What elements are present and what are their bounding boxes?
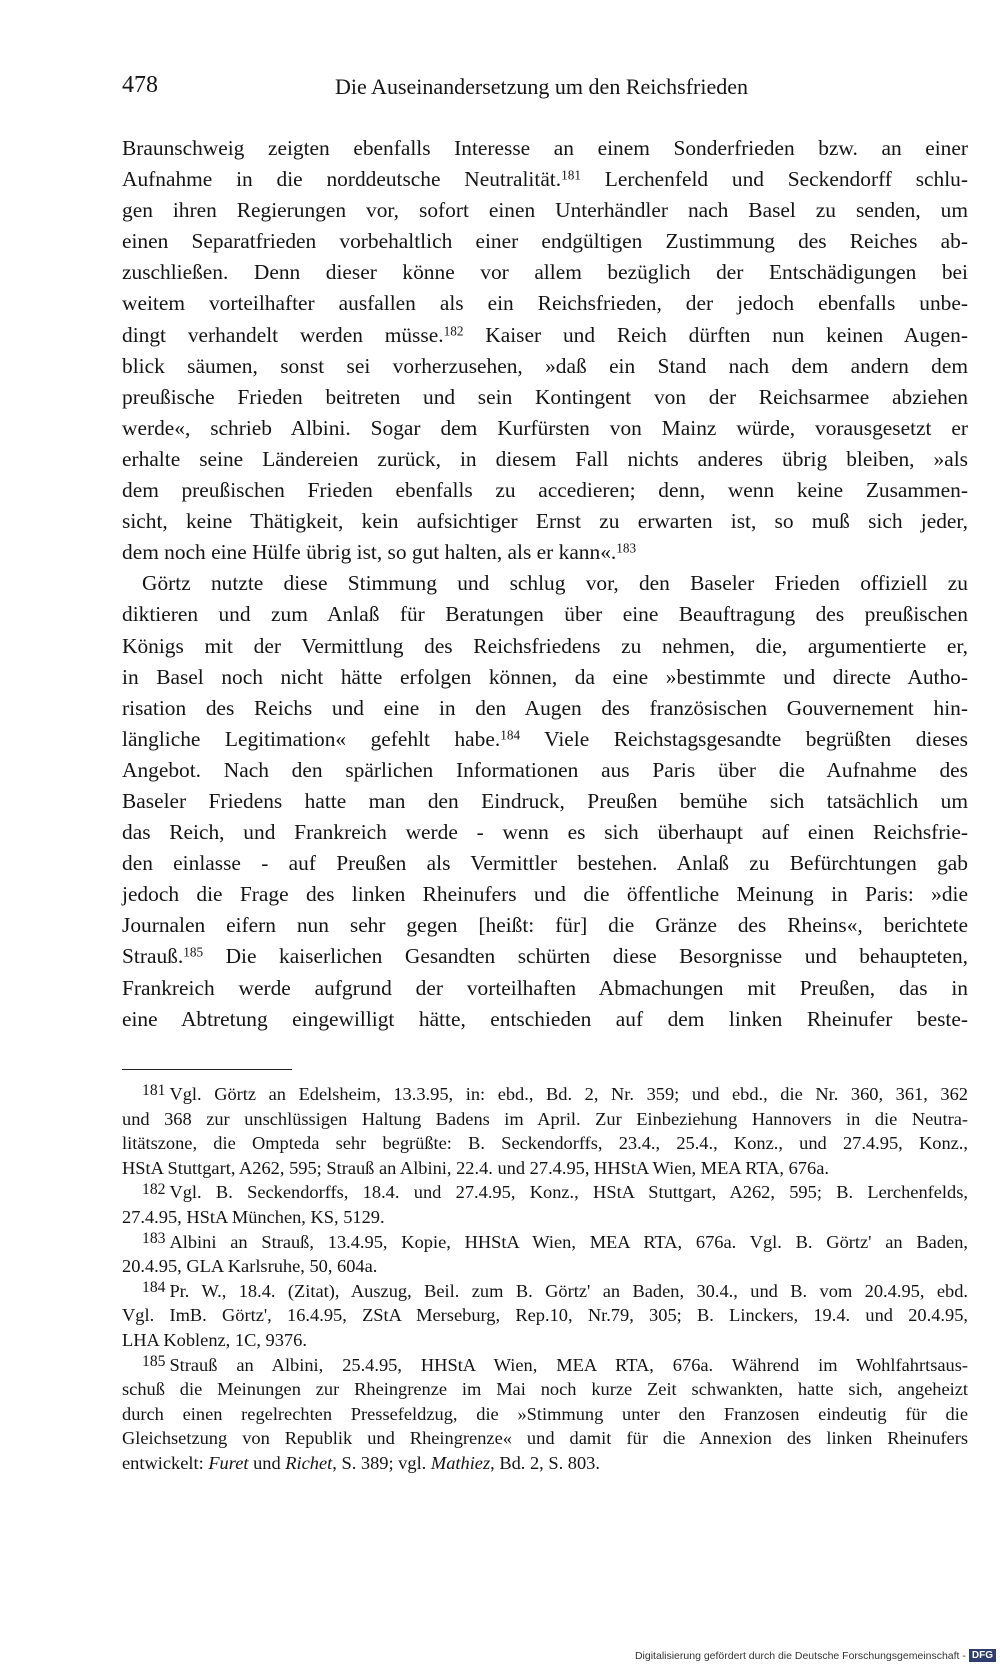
footnote-ref[interactable]: 181	[561, 167, 581, 183]
footnote-number: 183	[142, 1229, 166, 1247]
footnote-line: entwickelt: Furet und Richet, S. 389; vgl. Mathiez, Bd. 2, S. 803.	[122, 1452, 600, 1473]
footnote-line: LHA Koblenz, 1C, 9376.	[122, 1329, 307, 1350]
text-line: risation des Reichs und eine in den Augen des französischen Gouvernement hin-	[122, 695, 968, 720]
text-line: Journalen eifern nun sehr gegen [heißt: für] die Gränze des Rheins«, berichtete	[122, 913, 968, 938]
page-header	[122, 72, 970, 108]
footnote-181: 181 Vgl. Görtz an Edelsheim, 13.3.95, in: ebd., Bd. 2, Nr. 359; und ebd., die Nr. 360, 361, 362	[142, 1082, 968, 1104]
text-line: einen Separatfrieden vorbehaltlich einer endgültigen Zustimmung des Reiches ab-	[122, 229, 968, 254]
text-line: jedoch die Frage des linken Rheinufers und die öffentliche Meinung in Paris: »die	[122, 882, 968, 907]
text-line: Königs mit der Vermittlung des Reichsfriedens zu nehmen, die, argumentierte er,	[122, 633, 968, 658]
footnote-line: und 368 zur unschlüssigen Haltung Badens im April. Zur Einbeziehung Hannovers in die Neutra-	[122, 1108, 968, 1129]
body-text	[122, 133, 968, 1035]
footnote-ref[interactable]: 185	[183, 944, 204, 960]
text-line: erhalte seine Ländereien zurück, in diesem Fall nichts anderes übrig bleiben, »als	[122, 446, 968, 471]
footnote-184: 184 Pr. W., 18.4. (Zitat), Auszug, Beil. zum B. Görtz' an Baden, 30.4., und B. vom 20.4.95, ebd.	[142, 1279, 968, 1301]
text-line: Baseler Friedens hatte man den Eindruck, Preußen bemühe sich tatsächlich um	[122, 788, 968, 813]
footnote-185: 185 Strauß an Albini, 25.4.95, HHStA Wien, MEA RTA, 676a. Während im Wohlfahrtsaus-	[142, 1352, 968, 1375]
text-line: dingt verhandelt werden müsse.$^{182}$ Kaiser und Reich dürften nun keinen Augen-	[122, 322, 968, 347]
footnote-183: 183 Albini an Strauß, 13.4.95, Kopie, HHStA Wien, MEA RTA, 676a. Vgl. B. Görtz' an Baden,	[142, 1229, 968, 1252]
text-line: Angebot. Nach den spärlichen Informationen aus Paris über die Aufnahme des	[122, 757, 968, 782]
footnote-number: 181	[142, 1082, 166, 1100]
text-line: zuschließen. Denn dieser könne vor allem bezüglich der Entschädigungen bei	[122, 260, 968, 285]
footnote-line: 20.4.95, GLA Karlsruhe, 50, 604a.	[122, 1256, 378, 1277]
text-line: sicht, keine Thätigkeit, kein aufsichtiger Ernst zu erwarten ist, so muß sich jeder,	[122, 509, 968, 534]
footnote-ref[interactable]: 183	[616, 540, 637, 556]
footnote-divider	[122, 1069, 292, 1070]
text-line: das Reich, und Frankreich werde - wenn es sich überhaupt auf einen Reichsfrie-	[122, 820, 968, 845]
text-line: Aufnahme in die norddeutsche Neutralität.$^{181}$ Lerchenfeld und Seckendorff schlu-	[122, 167, 968, 192]
footnote-line: Gleichsetzung von Republik und Rheingrenze« und damit für die Annexion des linken Rheinufers	[122, 1428, 968, 1449]
text-line: Görtz nutzte diese Stimmung und schlug vor, den Baseler Frieden offiziell zu	[142, 571, 968, 596]
text-line: gen ihren Regierungen vor, sofort einen Unterhändler nach Basel zu senden, um	[122, 198, 968, 223]
text-line: dem preußischen Frieden ebenfalls zu accedieren; denn, wenn keine Zusammen-	[122, 478, 968, 503]
footnote-ref[interactable]: 184	[500, 727, 521, 743]
text-line: preußische Frieden beitreten und sein Kontingent von der Reichsarmee abziehen	[122, 384, 968, 409]
dfg-logo[interactable]: DFG	[969, 1649, 996, 1662]
footnote-line: Vgl. ImB. Görtz', 16.4.95, ZStA Merseburg, Rep.10, Nr.79, 305; B. Linckers, 19.4. und 20.4.95,	[122, 1305, 968, 1326]
text-line: diktieren und zum Anlaß für Beratungen über eine Beauftragung des preußischen	[122, 602, 968, 627]
text-line: dem noch eine Hülfe übrig ist, so gut halten, als er kann«.$^{183}$	[122, 540, 637, 565]
text-line: Braunschweig zeigten ebenfalls Interesse an einem Sonderfrieden bzw. an einer	[122, 136, 968, 160]
text-line: den einlasse - auf Preußen als Vermittler bestehen. Anlaß zu Befürchtungen gab	[122, 851, 968, 876]
digitization-credit	[635, 1649, 996, 1662]
text-line: werde«, schrieb Albini. Sogar dem Kurfürsten von Mainz würde, vorausgesetzt er	[122, 415, 968, 440]
footnotes	[122, 1082, 968, 1476]
text-line: Frankreich werde aufgrund der vorteilhaften Abmachungen mit Preußen, das in	[122, 975, 968, 1000]
footnote-line: HStA Stuttgart, A262, 595; Strauß an Albini, 22.4. und 27.4.95, HHStA Wien, MEA RTA, 676a.	[122, 1157, 829, 1178]
text-line: Strauß.$^{185}$ Die kaiserlichen Gesandten schürten diese Besorgnisse und behaupteten,	[122, 944, 968, 969]
footnote-line: schuß die Meinungen zur Rheingrenze im Mai noch kurze Zeit schwankten, hatte sich, angeheizt	[122, 1379, 968, 1400]
footnote-ref[interactable]: 182	[443, 322, 464, 338]
footnote-line: litätszone, die Ompteda sehr begrüßte: B. Seckendorffs, 23.4., 25.4., Konz., und 27.4.95, Konz.,	[122, 1133, 968, 1154]
text-line: in Basel noch nicht hätte erfolgen können, da eine »bestimmte und directe Autho-	[122, 664, 968, 689]
footnote-182: 182 Vgl. B. Seckendorffs, 18.4. und 27.4.95, Konz., HStA Stuttgart, A262, 595; B. Lerchenfelds,	[142, 1180, 968, 1203]
footnote-line: durch einen regelrechten Pressefeldzug, die »Stimmung unter den Franzosen eindeutig für die	[122, 1403, 968, 1424]
author-name: Furet	[208, 1452, 249, 1473]
page-number: 478	[122, 72, 158, 98]
author-name: Richet	[285, 1452, 333, 1473]
footnote-number: 184	[142, 1279, 166, 1297]
text-line: weitem vorteilhafter ausfallen als ein Reichsfrieden, der jedoch ebenfalls unbe-	[122, 291, 968, 316]
credit-text: Digitalisierung gefördert durch die Deutsche Forschungsgemeinschaft -	[634, 1649, 966, 1662]
footnote-number: 185	[142, 1352, 166, 1370]
author-name: Mathiez	[430, 1452, 491, 1473]
text-line: längliche Legitimation« gefehlt habe.$^{184}$ Viele Reichstagsgesandte begrüßten dieses	[122, 726, 969, 751]
text-line: eine Abtretung eingewilligt hätte, entschieden auf dem linken Rheinufer beste-	[122, 1006, 968, 1031]
text-line: blick säumen, sonst sei vorherzusehen, »daß ein Stand nach dem andern dem	[122, 353, 968, 378]
footnote-line: 27.4.95, HStA München, KS, 5129.	[122, 1206, 385, 1227]
footnote-number: 182	[142, 1180, 166, 1198]
running-title: Die Auseinandersetzung um den Reichsfrieden	[335, 74, 748, 99]
